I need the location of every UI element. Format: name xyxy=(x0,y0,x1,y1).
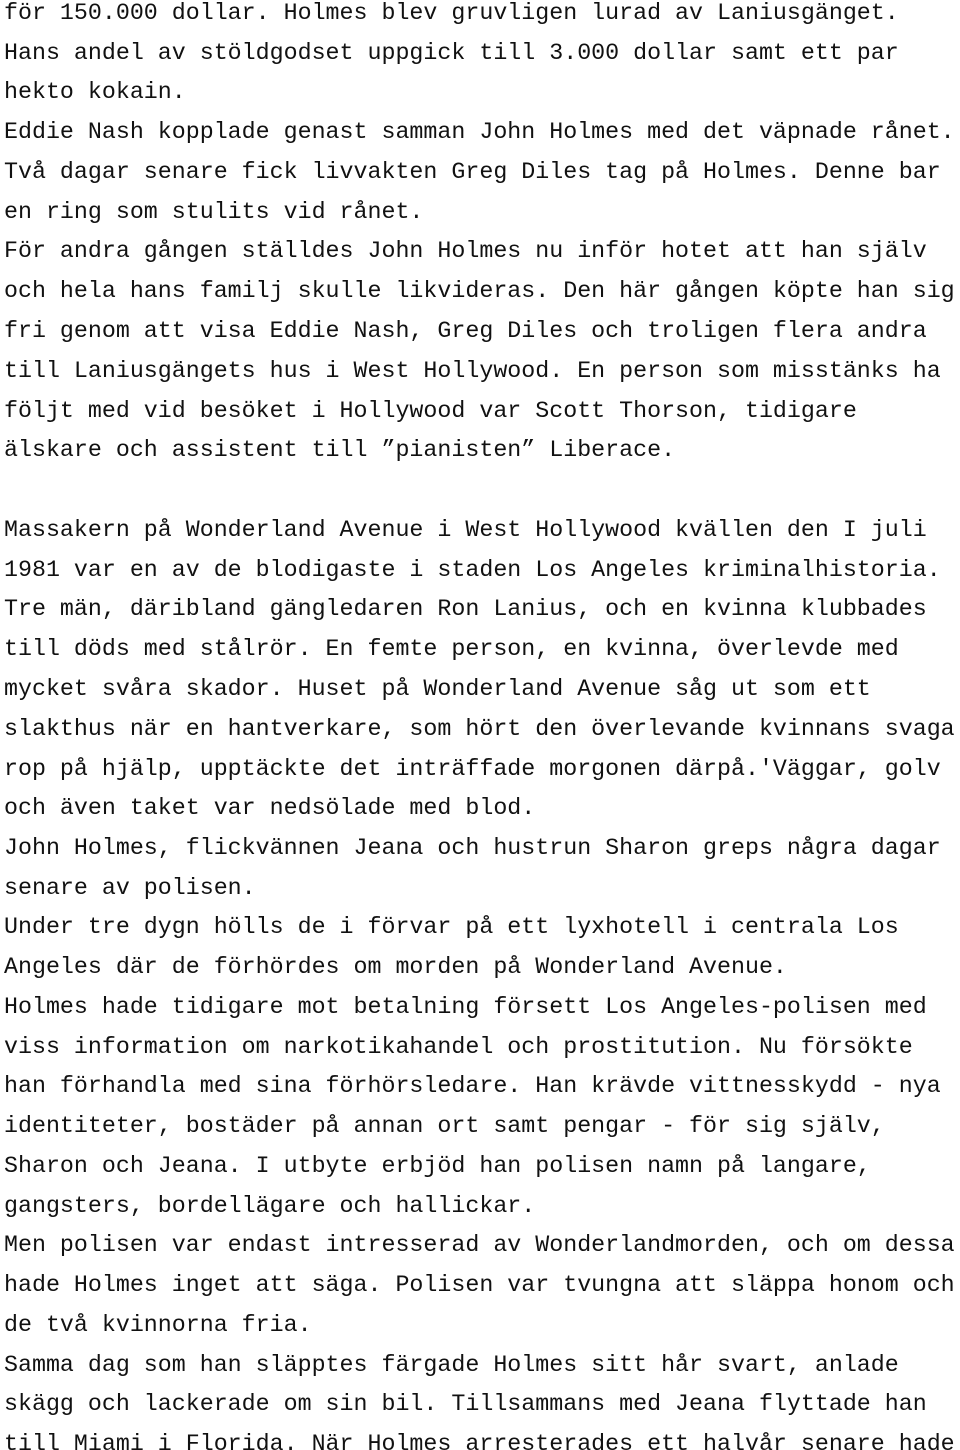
document-page xyxy=(4,0,960,1450)
text-line: Men polisen var endast intresserad av Wonderlandmorden, och om dessa xyxy=(4,1232,955,1258)
text-line: skägg och lackerade om sin bil. Tillsammans med Jeana flyttade han xyxy=(4,1391,927,1417)
text-line: viss information om narkotikahandel och prostitution. Nu försökte xyxy=(4,1034,913,1060)
text-line: och även taket var nedsölade med blod. xyxy=(4,795,536,821)
text-line: gangsters, bordellägare och hallickar. xyxy=(4,1193,536,1219)
text-line: för 150.000 dollar. Holmes blev gruvligen lurad av Laniusgänget. xyxy=(4,0,899,26)
text-line: och hela hans familj skulle likvideras. Den här gången köpte han sig xyxy=(4,278,955,304)
text-line: Angeles där de förhördes om morden på Wonderland Avenue. xyxy=(4,954,787,980)
text-line: 1981 var en av de blodigaste i staden Los Angeles kriminalhistoria. xyxy=(4,557,941,583)
text-line: hade Holmes inget att säga. Polisen var tvungna att släppa honom och xyxy=(4,1272,955,1298)
text-line: följt med vid besöket i Hollywood var Scott Thorson, tidigare xyxy=(4,398,857,424)
text-line: Tre män, däribland gängledaren Ron Lanius, och en kvinna klubbades xyxy=(4,596,927,622)
text-line: senare av polisen. xyxy=(4,875,256,901)
text-line: en ring som stulits vid rånet. xyxy=(4,199,424,225)
text-line: Eddie Nash kopplade genast samman John Holmes med det väpnade rånet. xyxy=(4,119,955,145)
text-line: hekto kokain. xyxy=(4,79,186,105)
text-line: John Holmes, flickvännen Jeana och hustrun Sharon greps några dagar xyxy=(4,835,941,861)
text-line: Under tre dygn hölls de i förvar på ett lyxhotell i centrala Los xyxy=(4,914,899,940)
text-line: För andra gången ställdes John Holmes nu inför hotet att han själv xyxy=(4,238,927,264)
text-line: mycket svåra skador. Huset på Wonderland Avenue såg ut som ett xyxy=(4,676,871,702)
text-line: slakthus när en hantverkare, som hört den överlevande kvinnans svaga xyxy=(4,716,955,742)
text-line: han förhandla med sina förhörsledare. Han krävde vittnesskydd - nya xyxy=(4,1073,941,1099)
text-line: älskare och assistent till ”pianisten” Liberace. xyxy=(4,437,676,463)
text-line: Massakern på Wonderland Avenue i West Hollywood kvällen den I juli xyxy=(4,517,927,543)
text-line: till Miami i Florida. När Holmes arresterades ett halvår senare hade xyxy=(4,1431,955,1450)
text-line: till döds med stålrör. En femte person, en kvinna, överlevde med xyxy=(4,636,899,662)
text-line: de två kvinnorna fria. xyxy=(4,1312,312,1338)
text-line: fri genom att visa Eddie Nash, Greg Diles och troligen flera andra xyxy=(4,318,927,344)
text-line: Samma dag som han släpptes färgade Holmes sitt hår svart, anlade xyxy=(4,1352,899,1378)
text-line: identiteter, bostäder på annan ort samt pengar - för sig själv, xyxy=(4,1113,885,1139)
text-line: Två dagar senare fick livvakten Greg Diles tag på Holmes. Denne bar xyxy=(4,159,941,185)
text-line: Hans andel av stöldgodset uppgick till 3.000 dollar samt ett par xyxy=(4,40,899,66)
text-line: Sharon och Jeana. I utbyte erbjöd han polisen namn på langare, xyxy=(4,1153,871,1179)
text-line: rop på hjälp, upptäckte det inträffade morgonen därpå.'Väggar, golv xyxy=(4,756,941,782)
text-line: Holmes hade tidigare mot betalning försett Los Angeles-polisen med xyxy=(4,994,927,1020)
text-line: till Laniusgängets hus i West Hollywood. En person som misstänks ha xyxy=(4,358,941,384)
